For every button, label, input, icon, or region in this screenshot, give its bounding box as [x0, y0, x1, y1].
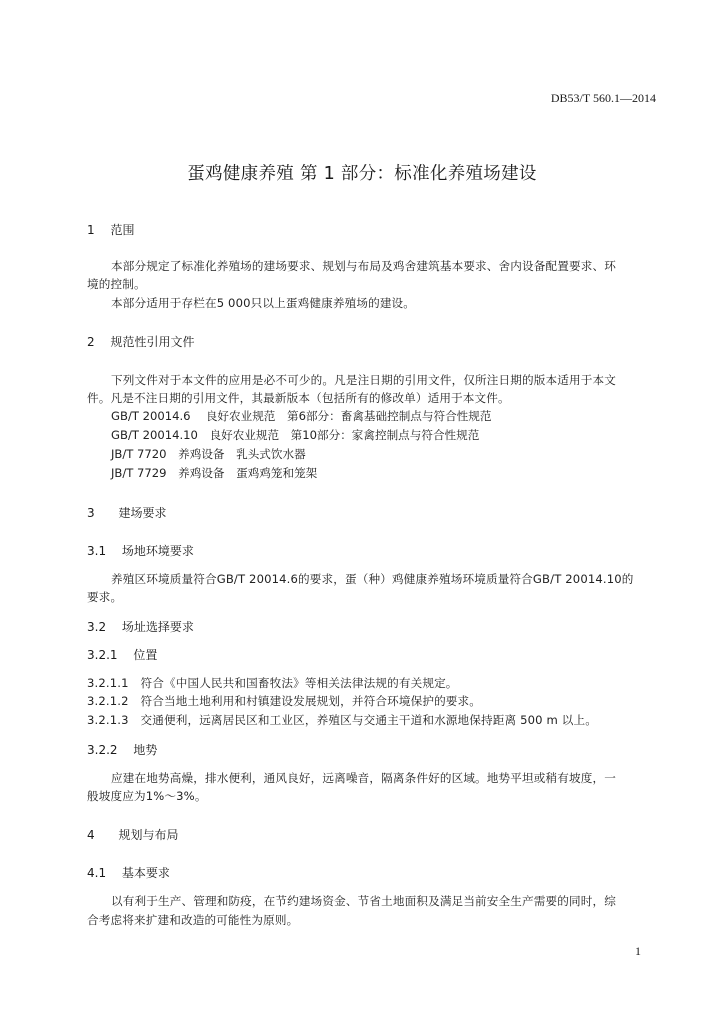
section-heading-4 [87, 826, 178, 843]
clause-number: 3.2.1.2 [87, 694, 129, 708]
clause-item [87, 693, 481, 709]
paragraph-line: 般坡度应为1%～3%。 [87, 789, 207, 803]
section-heading-3 [87, 504, 166, 521]
clause-number: 3.2.1.3 [87, 713, 129, 727]
section-title: 规范性引用文件 [110, 335, 195, 349]
paragraph-line: 本部分规定了标准化养殖场的建场要求、规划与布局及鸡舍建筑基本要求、舍内设备配置要求、环 [111, 259, 616, 273]
paragraph-line: 件。凡是不注日期的引用文件，其最新版本（包括所有的修改单）适用于本文件。 [87, 391, 510, 405]
section-title: 场地环境要求 [121, 544, 194, 558]
paragraph-line: 要求。 [87, 590, 123, 604]
section-title: 地势 [133, 743, 158, 757]
section-number: 3 [87, 506, 95, 520]
subsection-heading-3-1 [87, 542, 194, 559]
paragraph-line: 合考虑将来扩建和改造的可能性为原则。 [87, 913, 299, 927]
section-number: 3.1 [87, 544, 107, 558]
section-title: 规划与布局 [118, 828, 179, 842]
section-number: 4.1 [87, 866, 107, 880]
section-number: 4 [87, 828, 95, 842]
paragraph-line: 养殖区环境质量符合GB/T 20014.6的要求，蛋（种）鸡健康养殖场环境质量符合GB/T 20014.10的 [111, 572, 634, 586]
page-number: 1 [635, 944, 641, 958]
section-title: 场址选择要求 [121, 620, 194, 634]
subsection-heading-3-2 [87, 618, 194, 635]
section-title: 基本要求 [121, 866, 170, 880]
section-number: 3.2.2 [87, 743, 118, 757]
paragraph-line: 本部分适用于存栏在5 000只以上蛋鸡健康养殖场的建设。 [111, 296, 416, 310]
reference-item: GB/T 20014.6 良好农业规范 第6部分：畜禽基础控制点与符合性规范 [111, 409, 492, 423]
subsection-heading-3-2-1 [87, 646, 157, 663]
clause-number: 3.2.1.1 [87, 676, 129, 690]
paragraph-line: 应建在地势高燥，排水便利，通风良好，远离噪音，隔离条件好的区域。地势平坦或稍有坡度，一 [111, 771, 616, 785]
section-title: 位置 [133, 648, 158, 662]
subsection-heading-4-1 [87, 864, 170, 881]
clause-item [87, 675, 458, 691]
clause-text: 符合当地土地利用和村镇建设发展规划，并符合环境保护的要求。 [140, 694, 482, 708]
section-heading-2 [87, 333, 194, 350]
reference-item: JB/T 7720 养鸡设备 乳头式饮水器 [111, 447, 306, 461]
section-heading-1 [87, 221, 134, 238]
clause-item [87, 712, 597, 728]
section-title: 范围 [110, 223, 135, 237]
page-title: 蛋鸡健康养殖 第 1 部分：标准化养殖场建设 [187, 164, 537, 184]
paragraph-line: 以有利于生产、管理和防疫，在节约建场资金、节省土地面积及满足当前安全生产需要的同时，综 [111, 894, 616, 908]
document-code: DB53/T 560.1—2014 [550, 91, 656, 105]
reference-item: JB/T 7729 养鸡设备 蛋鸡鸡笼和笼架 [111, 466, 318, 480]
section-title: 建场要求 [118, 506, 167, 520]
section-number: 3.2.1 [87, 648, 118, 662]
paragraph-line: 境的控制。 [87, 277, 146, 291]
section-number: 3.2 [87, 620, 107, 634]
section-number: 1 [87, 223, 95, 237]
paragraph-line: 下列文件对于本文件的应用是必不可少的。凡是注日期的引用文件，仅所注日期的版本适用于本文 [111, 373, 616, 387]
clause-text: 符合《中国人民共和国畜牧法》等相关法律法规的有关规定。 [140, 676, 458, 690]
clause-text: 交通便利，远离居民区和工业区，养殖区与交通主干道和水源地保持距离 500 m 以上。 [140, 713, 598, 727]
reference-item: GB/T 20014.10 良好农业规范 第10部分：家禽控制点与符合性规范 [111, 428, 480, 442]
section-number: 2 [87, 335, 95, 349]
subsection-heading-3-2-2 [87, 741, 157, 758]
